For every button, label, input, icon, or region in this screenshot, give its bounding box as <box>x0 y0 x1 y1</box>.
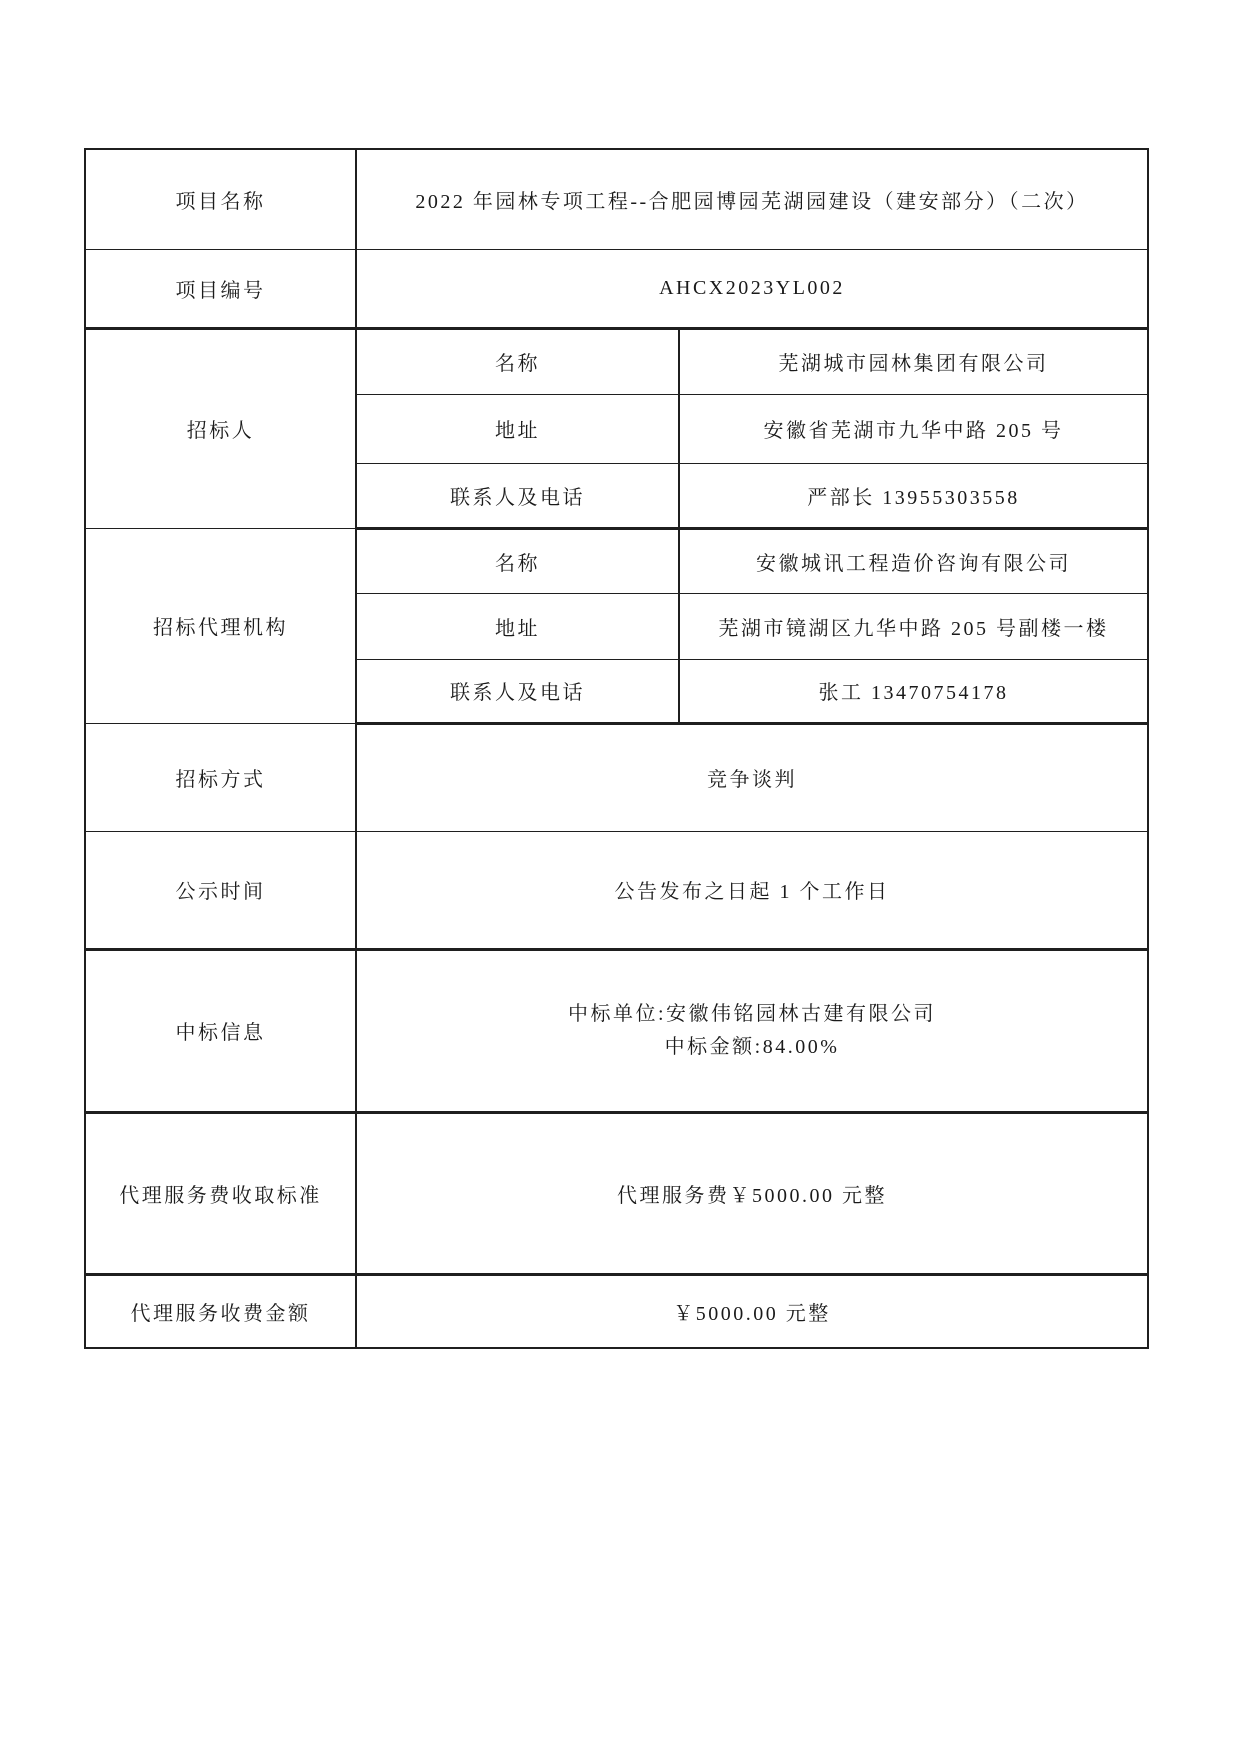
tenderer-contact-label: 联系人及电话 <box>356 463 679 528</box>
project-name-value: 2022 年园林专项工程--合肥园博园芜湖园建设（建安部分）（二次） <box>356 149 1148 249</box>
agency-fee-amount-value: ￥5000.00 元整 <box>356 1274 1148 1348</box>
tenderer-address-label: 地址 <box>356 394 679 463</box>
row-award-info <box>85 949 1148 1112</box>
publicity-period-label: 公示时间 <box>85 831 356 949</box>
agency-label: 招标代理机构 <box>85 528 356 723</box>
tenderer-name-label: 名称 <box>356 328 679 394</box>
award-info-label: 中标信息 <box>85 949 356 1112</box>
row-agency-name <box>85 528 1148 593</box>
agency-contact-value: 张工 13470754178 <box>679 659 1148 723</box>
method-value: 竞争谈判 <box>356 723 1148 831</box>
method-label: 招标方式 <box>85 723 356 831</box>
agency-address-value: 芜湖市镜湖区九华中路 205 号副楼一楼 <box>679 593 1148 659</box>
tenderer-address-value: 安徽省芜湖市九华中路 205 号 <box>679 394 1148 463</box>
agency-name-label: 名称 <box>356 528 679 593</box>
row-project-code <box>85 249 1148 328</box>
award-info-value <box>356 949 1148 1112</box>
row-agency-fee-standard <box>85 1112 1148 1274</box>
agency-contact-label: 联系人及电话 <box>356 659 679 723</box>
publicity-period-value: 公告发布之日起 1 个工作日 <box>356 831 1148 949</box>
tender-result-table <box>84 148 1149 1349</box>
tenderer-name-value: 芜湖城市园林集团有限公司 <box>679 328 1148 394</box>
project-code-value: AHCX2023YL002 <box>356 249 1148 328</box>
row-method <box>85 723 1148 831</box>
agency-fee-standard-value: 代理服务费￥5000.00 元整 <box>356 1112 1148 1274</box>
agency-address-label: 地址 <box>356 593 679 659</box>
award-winner-line: 中标单位:安徽伟铭园林古建有限公司 <box>567 1002 937 1025</box>
row-tenderer-name <box>85 328 1148 394</box>
row-agency-fee-amount <box>85 1274 1148 1348</box>
tenderer-contact-value: 严部长 13955303558 <box>679 463 1148 528</box>
project-code-label: 项目编号 <box>85 249 356 328</box>
row-publicity-period <box>85 831 1148 949</box>
project-name-label: 项目名称 <box>85 149 356 249</box>
award-amount-line: 中标金额:84.00% <box>664 1035 840 1058</box>
agency-fee-amount-label: 代理服务收费金额 <box>85 1274 356 1348</box>
row-project-name <box>85 149 1148 249</box>
agency-fee-standard-label: 代理服务费收取标准 <box>85 1112 356 1274</box>
agency-name-value: 安徽城讯工程造价咨询有限公司 <box>679 528 1148 593</box>
tenderer-label: 招标人 <box>85 328 356 528</box>
